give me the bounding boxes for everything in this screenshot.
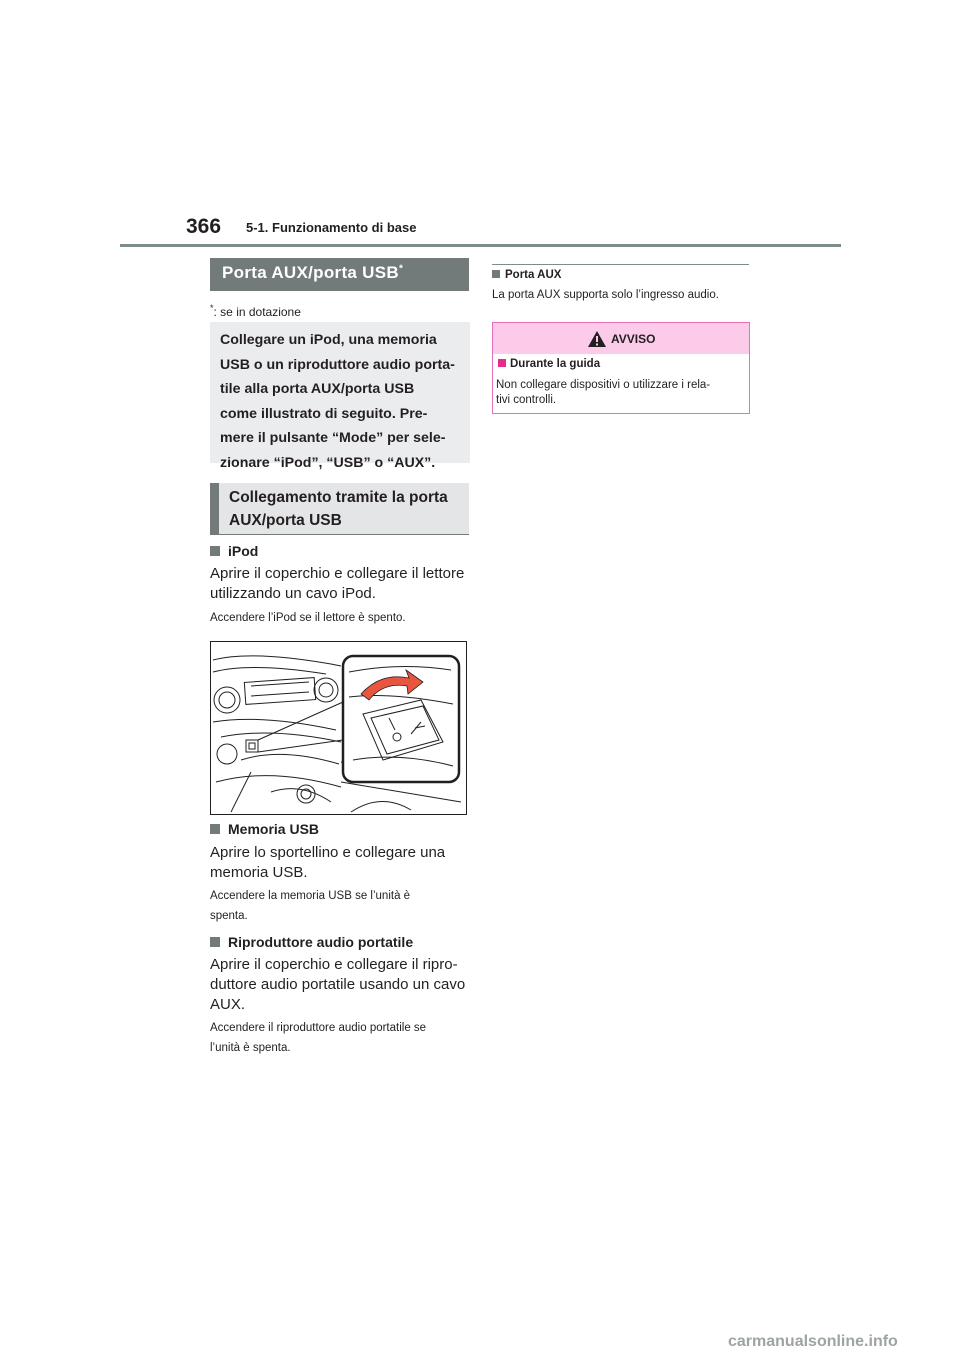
- usb-note: Accendere la memoria USB se l’unità è spenta.: [210, 890, 411, 922]
- console-illustration: [210, 641, 467, 815]
- warning-body: Non collegare dispositivi o utilizzare i rela- tivi controlli.: [496, 379, 711, 406]
- intro-line: tile alla porta AUX/porta USB: [220, 381, 415, 397]
- bullet-square-icon: [210, 546, 220, 556]
- warning-header: [493, 323, 749, 354]
- subsection-title-line: Collegamento tramite la porta: [229, 489, 448, 506]
- usb-body: Aprire lo sportellino e collegare una memoria USB.: [210, 844, 446, 881]
- console-drawing: [211, 642, 466, 814]
- right-column-rule: [492, 264, 749, 265]
- page-number: 366: [186, 215, 222, 238]
- ipod-heading: iPod: [210, 543, 258, 559]
- ipod-note: Accendere l’iPod se il lettore è spento.: [210, 612, 406, 624]
- section-title-bar: [210, 258, 469, 291]
- bullet-square-icon: [210, 824, 220, 834]
- intro-line: zionare “iPod”, “USB” o “AUX”.: [220, 454, 436, 471]
- portable-body: Aprire il coperchio e collegare il ripro- duttore audio portatile usando un cavo AUX.: [210, 956, 466, 1013]
- warning-heading: Durante la guida: [498, 358, 600, 370]
- ipod-body: Aprire il coperchio e collegare il lettore utilizzando un cavo iPod.: [210, 565, 465, 602]
- portable-note: Accendere il riproduttore audio portatile se l’unità è spenta.: [210, 1022, 427, 1054]
- intro-box: [210, 322, 470, 471]
- warning-label: AVVISO: [611, 332, 656, 346]
- subsection-title-line: AUX/porta USB: [229, 512, 342, 529]
- aux-heading: Porta AUX: [492, 269, 561, 281]
- footnote: [210, 303, 301, 319]
- warning-box: [492, 322, 750, 414]
- bullet-square-icon: [210, 937, 220, 947]
- watermark: carmanualsonline.info: [728, 1333, 898, 1350]
- portable-heading: Riproduttore audio portatile: [210, 934, 413, 950]
- bullet-square-icon: [492, 270, 500, 278]
- header-rule: [120, 244, 841, 247]
- bullet-square-icon: [498, 359, 506, 367]
- intro-line: USB o un riproduttore audio porta-: [220, 356, 455, 373]
- section-title: Porta AUX/porta USB: [222, 263, 399, 282]
- intro-line: Collegare un iPod, una memoria: [220, 332, 437, 348]
- section-label: 5-1. Funzionamento di base: [246, 220, 417, 235]
- title-footnote-mark: *: [398, 263, 404, 275]
- aux-body: La porta AUX supporta solo l’ingresso audio.: [492, 289, 719, 301]
- intro-line: come illustrato di seguito. Pre-: [220, 405, 428, 422]
- usb-heading: Memoria USB: [210, 821, 319, 837]
- intro-line: mere il pulsante “Mode” per sele-: [220, 430, 446, 446]
- footnote-mark: *: [210, 303, 214, 313]
- footnote-text: : se in dotazione: [213, 305, 301, 319]
- subsection-title-bar: [210, 483, 469, 535]
- warning-triangle-icon: [587, 330, 607, 348]
